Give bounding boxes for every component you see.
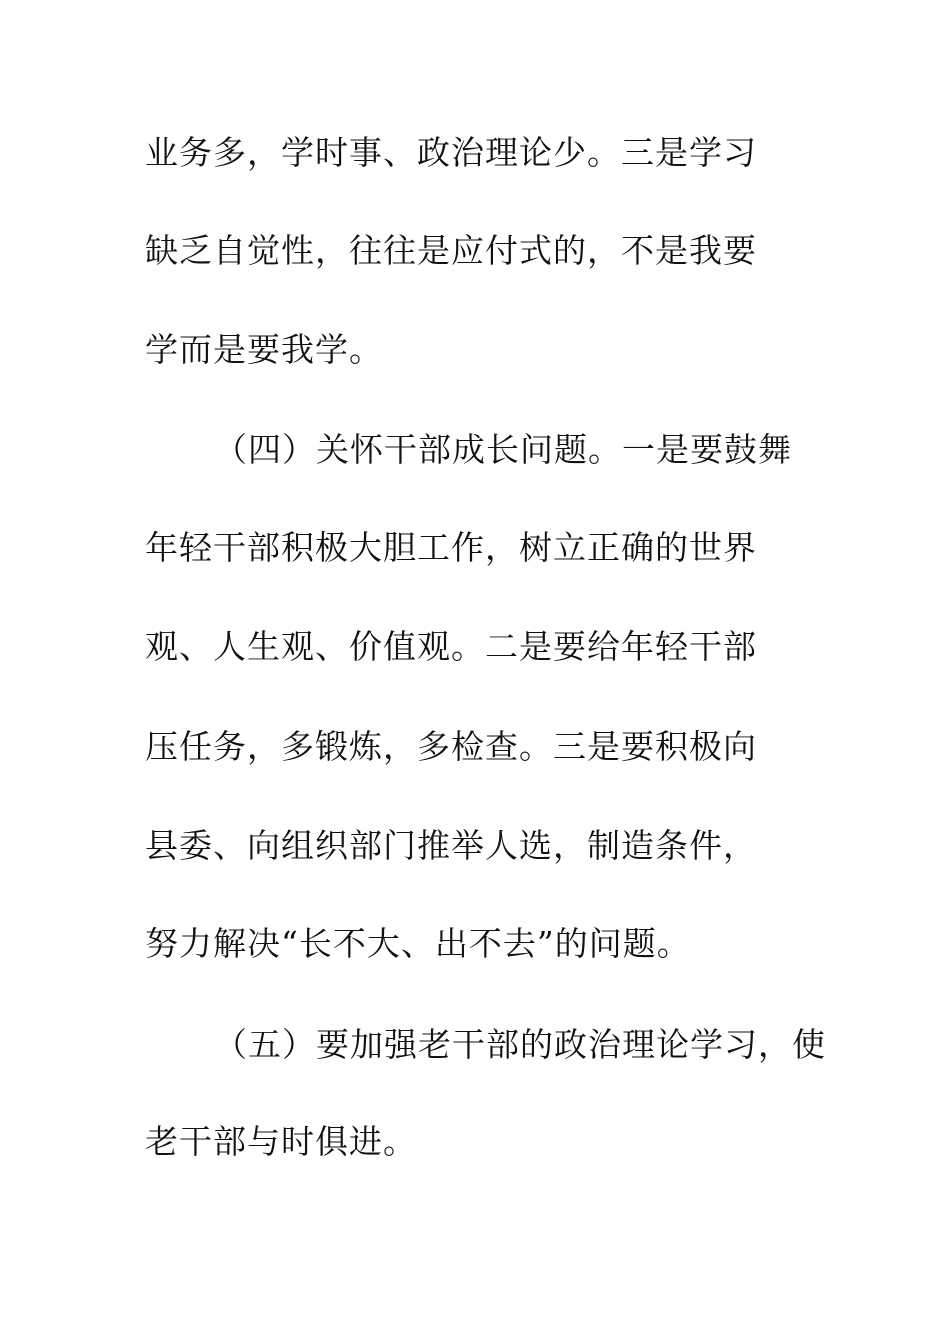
paragraph-heading-5: （五）要加强老干部的政治理论学习，使 (214, 1025, 826, 1064)
text-line: 缺乏自觉性，往往是应付式的，不是我要 (145, 231, 757, 270)
paragraph-heading-4: （四）关怀干部成长问题。一是要鼓舞 (214, 430, 792, 469)
text-line: 努力解决“长不大、出不去”的问题。 (145, 924, 691, 963)
text-line: 学而是要我学。 (145, 330, 383, 369)
text-line: 年轻干部积极大胆工作，树立正确的世界 (145, 528, 757, 567)
text-line: 老干部与时俱进。 (145, 1122, 417, 1161)
text-line: 县委、向组织部门推举人选，制造条件， (145, 826, 757, 865)
text-line: 业务多，学时事、政治理论少。三是学习 (145, 133, 757, 172)
text-line: 观、人生观、价值观。二是要给年轻干部 (145, 627, 757, 666)
text-line: 压任务，多锻炼，多检查。三是要积极向 (145, 727, 757, 766)
